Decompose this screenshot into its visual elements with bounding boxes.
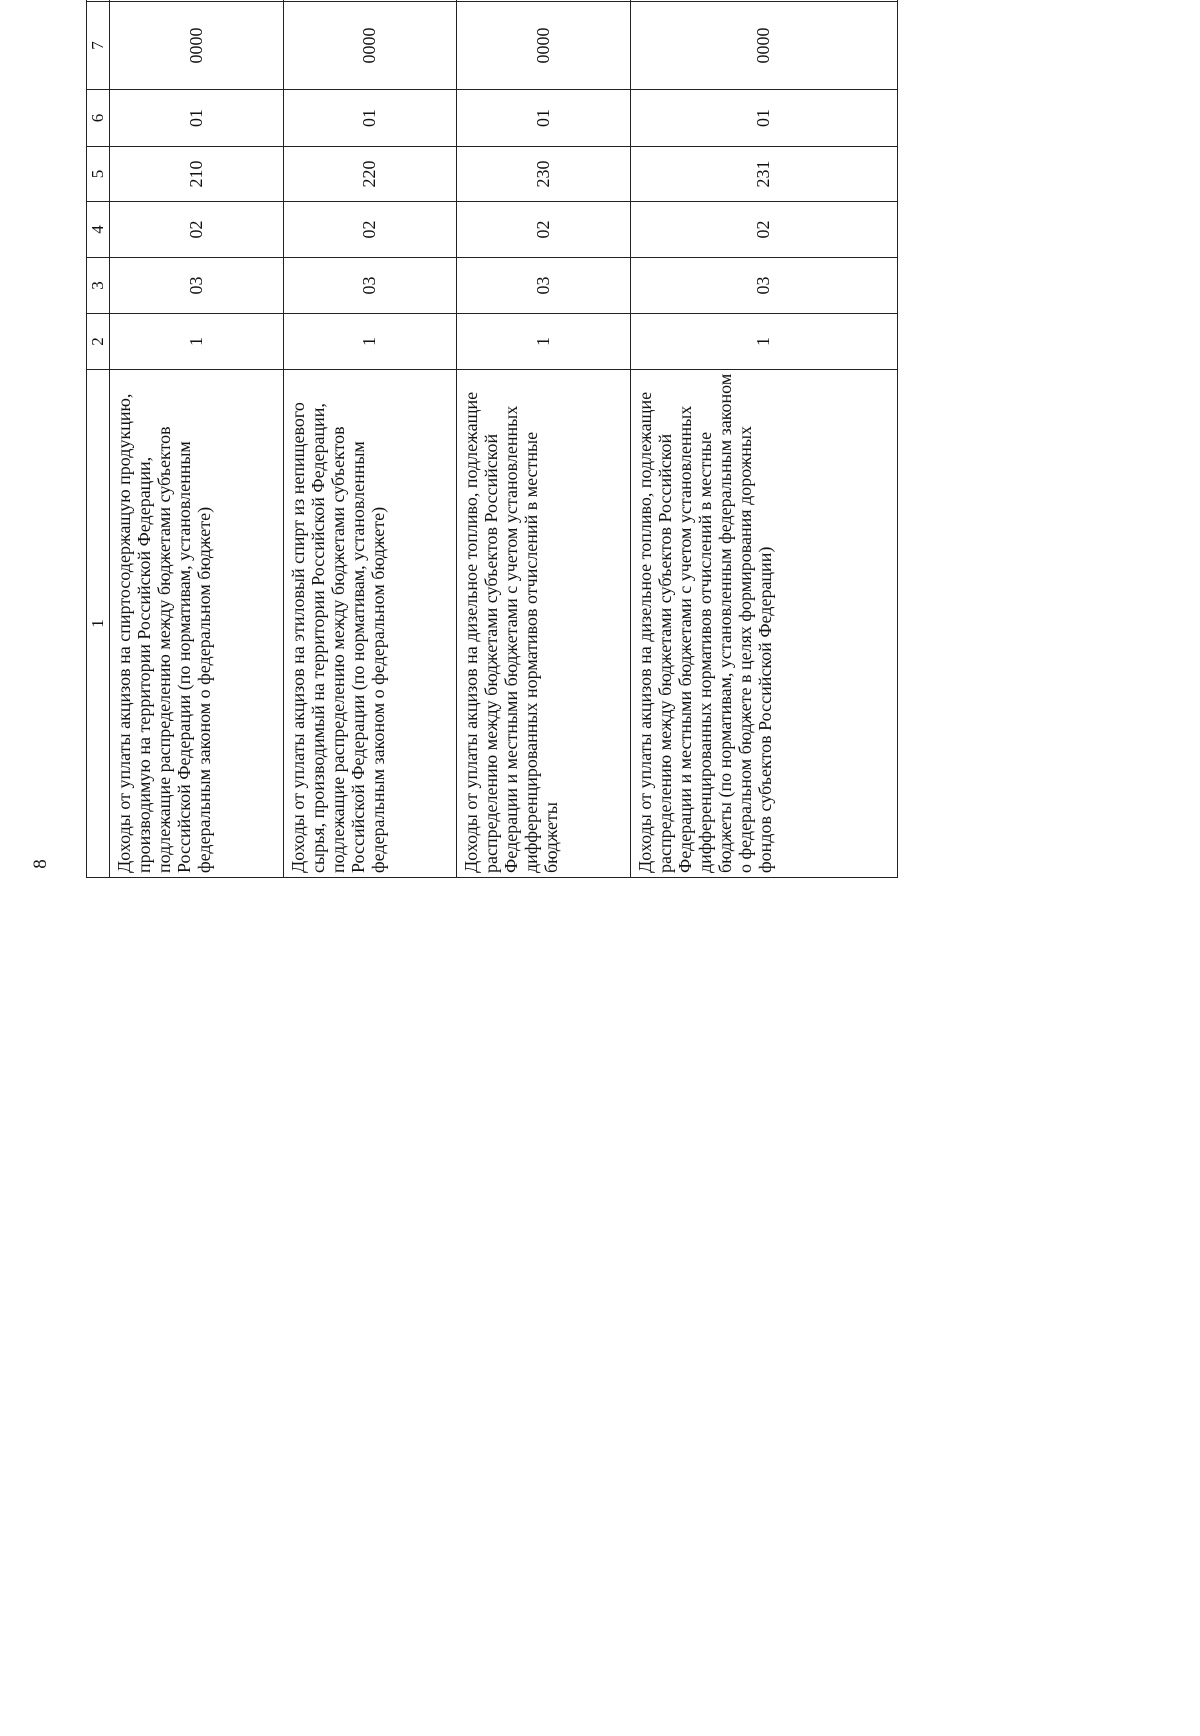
code-cell: 230: [457, 147, 631, 202]
code-cell: 01: [457, 90, 631, 147]
column-header: 1: [87, 370, 110, 878]
page-number: 8: [29, 859, 51, 869]
code-cell: [110, 0, 284, 2]
table-row: [457, 0, 631, 878]
code-cell: 0000: [110, 2, 284, 90]
column-header: 6: [87, 90, 110, 147]
column-header: 7: [87, 2, 110, 90]
code-cell: 01: [630, 90, 897, 147]
code-cell: 1: [283, 314, 457, 370]
row-description: Доходы от уплаты акцизов на дизельное топливо, подлежащие распределению между бюджетами субъектов Российской Федерации и местными бюджетами с учетом установленных дифференцированных нормативов отчислений в местные бюджеты (по нормативам, установленным федеральным законом о федеральном бюджете в целях формирования дорожных фондов субъектов Российской Федерации): [630, 370, 897, 878]
code-cell: 02: [283, 202, 457, 258]
row-description: Доходы от уплаты акцизов на спиртосодержащую продукцию, производимую на территории Российской Федерации, подлежащие распределению между бюджетами субъектов Российской Федерации (по нормативам, установленным федеральным законом о федеральном бюджете): [110, 370, 284, 878]
code-cell: [457, 0, 631, 2]
code-cell: 01: [110, 90, 284, 147]
code-cell: 02: [630, 202, 897, 258]
column-header: 2: [87, 314, 110, 370]
code-cell: 03: [283, 258, 457, 314]
column-header: [87, 0, 110, 2]
code-cell: 0000: [457, 2, 631, 90]
code-cell: 220: [283, 147, 457, 202]
code-cell: 03: [110, 258, 284, 314]
header-row: [87, 0, 110, 878]
code-cell: 0000: [283, 2, 457, 90]
code-cell: [630, 0, 897, 2]
code-cell: 1: [630, 314, 897, 370]
code-cell: 03: [457, 258, 631, 314]
code-cell: 231: [630, 147, 897, 202]
code-cell: 0000: [630, 2, 897, 90]
column-header: 5: [87, 147, 110, 202]
table-container: [86, 27, 898, 1730]
code-cell: 1: [457, 314, 631, 370]
code-cell: 02: [110, 202, 284, 258]
code-cell: 02: [457, 202, 631, 258]
code-cell: 01: [283, 90, 457, 147]
row-description: Доходы от уплаты акцизов на этиловый спирт из непищевого сырья, производимый на территории Российской Федерации, подлежащие распределению между бюджетами субъектов Российской Федерации (по нормативам, установленным федеральным законом о федеральном бюджете): [283, 370, 457, 878]
code-cell: [283, 0, 457, 2]
budget-revenue-table: [86, 0, 898, 878]
code-cell: 03: [630, 258, 897, 314]
code-cell: 210: [110, 147, 284, 202]
code-cell: 1: [110, 314, 284, 370]
column-header: 3: [87, 258, 110, 314]
row-description: Доходы от уплаты акцизов на дизельное топливо, подлежащие распределению между бюджетами субъектов Российской Федерации и местными бюджетами с учетом установленных дифференцированных нормативов отчислений в местные бюджеты: [457, 370, 631, 878]
table-row: [110, 0, 284, 878]
table-row: [283, 0, 457, 878]
table-row: [630, 0, 897, 878]
column-header: 4: [87, 202, 110, 258]
